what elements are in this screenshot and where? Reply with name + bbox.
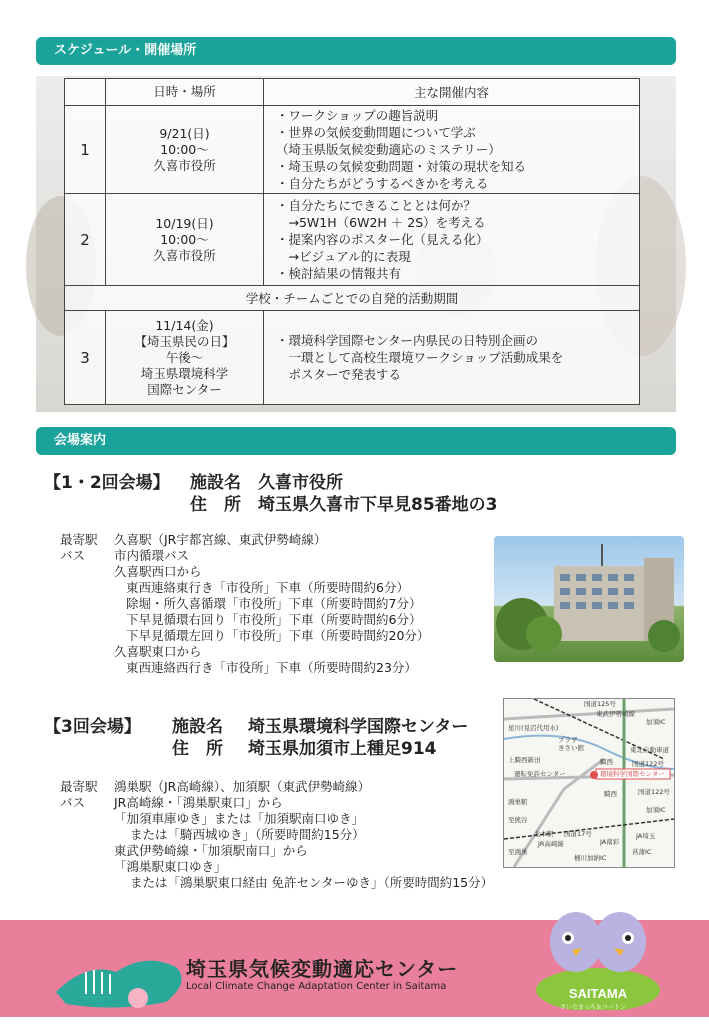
east-exit: 久喜駅東口から: [114, 644, 202, 659]
address-key: 住 所: [172, 739, 223, 759]
map-label: JR高崎線: [538, 840, 564, 848]
when-line: 9/21(日): [159, 125, 210, 141]
row-number: 3: [65, 311, 106, 405]
content-line: ・提案内容のポスター化（見える化）: [276, 232, 489, 247]
when-line: 【埼玉県民の日】: [134, 333, 235, 349]
footer-banner: [0, 920, 709, 1017]
header-number: [65, 79, 106, 106]
map-label: 北本駅: [534, 830, 554, 838]
map-label: 国道122号: [632, 760, 664, 768]
map-highlight-label: 環境科学国際センター: [600, 770, 665, 778]
map-label: 桶川加納IC: [574, 854, 607, 862]
map-label: きさい館: [558, 744, 584, 752]
route-line: 除堀・所久喜循環「市役所」下車（所要時間約7分）: [126, 596, 422, 611]
venue3-access: [60, 779, 493, 891]
saitama-logo-icon: [46, 932, 196, 1012]
venue1-address: 埼玉県久喜市下早見85番地の3: [258, 495, 498, 515]
map-label: 東武伊勢崎線: [596, 710, 635, 718]
row-content: [264, 194, 640, 286]
map-label: プラザ: [558, 736, 578, 744]
content-line: →5W1H（6W2H ＋ 2S）を考える: [276, 215, 486, 230]
route-line: 「加須車庫ゆき」または「加須駅南口ゆき」: [114, 811, 365, 826]
venue1-label: 【1・2回会場】: [44, 473, 170, 493]
address-key: 住 所: [190, 495, 241, 515]
venue3-facility: 埼玉県環境科学国際センター: [248, 717, 469, 737]
venue1-heading: [44, 472, 498, 516]
row-content: [264, 106, 640, 194]
table-row: [65, 194, 640, 286]
row-content: [264, 311, 640, 405]
route-line: 東武伊勢崎線・「加須駅南口」から: [114, 843, 308, 858]
when-line: 11/14(金): [155, 317, 214, 333]
kuki-city-hall-photo: [494, 536, 684, 662]
map-label: 菖蒲IC: [632, 848, 652, 856]
route-line: 下早見循環左回り「市役所」下車（所要時間約20分）: [126, 628, 430, 643]
map-label: 上騎西新田: [508, 756, 541, 764]
header-content: 主な開催内容: [264, 79, 640, 106]
when-line: 久喜市役所: [153, 157, 216, 173]
route-line: または「騎西城ゆき」（所要時間約15分）: [130, 827, 365, 842]
west-exit: 久喜駅西口から: [114, 564, 202, 579]
table-row: [65, 106, 640, 194]
period-row: [65, 286, 640, 311]
row-when: [106, 194, 264, 286]
route-line: JR高崎線・「鴻巣駅東口」から: [114, 795, 283, 810]
station-text: 久喜駅（JR宇都宮線、東武伊勢崎線）: [114, 532, 327, 547]
mascot-text: SAITAMA: [568, 986, 628, 1001]
venue3-address: 埼玉県加須市上種足914: [248, 739, 437, 759]
when-line: 久喜市役所: [153, 247, 216, 263]
route-line: 「鴻巣駅東口ゆき」: [114, 859, 227, 874]
content-line: →ビジュアル的に表現: [276, 249, 411, 264]
facility-key: 施設名: [172, 717, 223, 737]
route-line: 東西連絡西行き「市役所」下車（所要時間約23分）: [126, 660, 417, 675]
when-line: 10:00〜: [160, 141, 209, 157]
center-title-en: Local Climate Change Adaptation Center in Saitama: [186, 981, 447, 992]
content-line: （埼玉県版気候変動適応のミステリー）: [276, 142, 501, 157]
map-label: 加須IC: [646, 806, 666, 814]
station-label: 最寄駅: [60, 779, 98, 794]
station-text: 鴻巣駅（JR高崎線）、加須駅（東武伊勢崎線）: [114, 779, 371, 794]
bus-title: 市内循環バス: [114, 548, 190, 563]
row-when: [106, 106, 264, 194]
venue1-access: [60, 532, 429, 676]
station-label: 最寄駅: [60, 532, 98, 547]
route-line: 東西連絡東行き「市役所」下車（所要時間約6分）: [126, 580, 409, 595]
map-label: JA南彩: [600, 838, 620, 846]
schedule-section-header: スケジュール・開催場所: [36, 37, 676, 65]
table-header-row: [65, 79, 640, 106]
content-line: ・埼玉県の気候変動問題・対策の現状を知る: [276, 159, 527, 174]
venue1-facility: 久喜市役所: [258, 473, 343, 493]
when-line: 国際センター: [147, 381, 222, 397]
map-label: 至鴻巣: [508, 848, 528, 856]
content-line: ・検討結果の情報共有: [276, 266, 402, 281]
venue-section-header: 会場案内: [36, 427, 676, 455]
map-label: 騎西: [604, 790, 617, 798]
row-when: [106, 311, 264, 405]
access-map: [503, 698, 675, 868]
map-label: 加須IC: [646, 718, 666, 726]
map-label: 国道17号: [564, 830, 592, 838]
content-line: 一環として高校生環境ワークショップ活動成果を: [276, 350, 564, 365]
when-line: 10:00〜: [160, 231, 209, 247]
route-line: または「鴻巣駅東口経由 免許センターゆき」（所要時間約15分）: [130, 875, 494, 890]
venue3-label: 【3回会場】: [44, 717, 141, 737]
schedule-table: [64, 78, 640, 405]
self-activity-period: 学校・チームごとでの自発的活動期間: [65, 286, 640, 311]
header-datetime-place: 日時・場所: [106, 79, 264, 106]
content-line: ・自分たちにできることとは何か？: [276, 198, 477, 213]
map-label: 国道122号: [638, 788, 670, 796]
map-label: 国道125号: [584, 700, 616, 708]
venue3-heading: [44, 716, 468, 760]
center-title-jp: 埼玉県気候変動適応センター: [186, 957, 459, 981]
map-label: 東北自動車道: [630, 746, 669, 754]
content-line: ・自分たちがどうするべきかを考える: [276, 176, 489, 191]
mascot-caption: さいたまっち＆コバトン: [560, 1004, 626, 1011]
table-row: [65, 311, 640, 405]
route-line: 下早見循環右回り「市役所」下車（所要時間約6分）: [126, 612, 422, 627]
map-label: 運転免許センター: [514, 770, 566, 778]
when-line: 午後〜: [165, 349, 204, 365]
map-label: 星川(見沼代用水): [508, 724, 559, 732]
map-label: 至熊谷: [508, 816, 528, 824]
content-line: ・世界の気候変動問題について学ぶ: [276, 125, 476, 140]
map-label: 鴻巣駅: [508, 798, 528, 806]
bus-label: バス: [60, 548, 86, 563]
row-number: 2: [65, 194, 106, 286]
facility-key: 施設名: [190, 473, 241, 493]
mascot-icon: [528, 890, 668, 1010]
content-line: ポスターで発表する: [276, 367, 402, 382]
map-label: JA埼玉: [636, 832, 656, 840]
map-label: 騎西: [600, 758, 613, 766]
when-line: 埼玉県環境科学: [140, 365, 229, 381]
content-line: ・ワークショップの趣旨説明: [276, 108, 439, 123]
content-line: ・環境科学国際センター内県民の日特別企画の: [276, 333, 539, 348]
when-line: 10/19(日): [155, 215, 214, 231]
bus-label: バス: [60, 795, 86, 810]
row-number: 1: [65, 106, 106, 194]
